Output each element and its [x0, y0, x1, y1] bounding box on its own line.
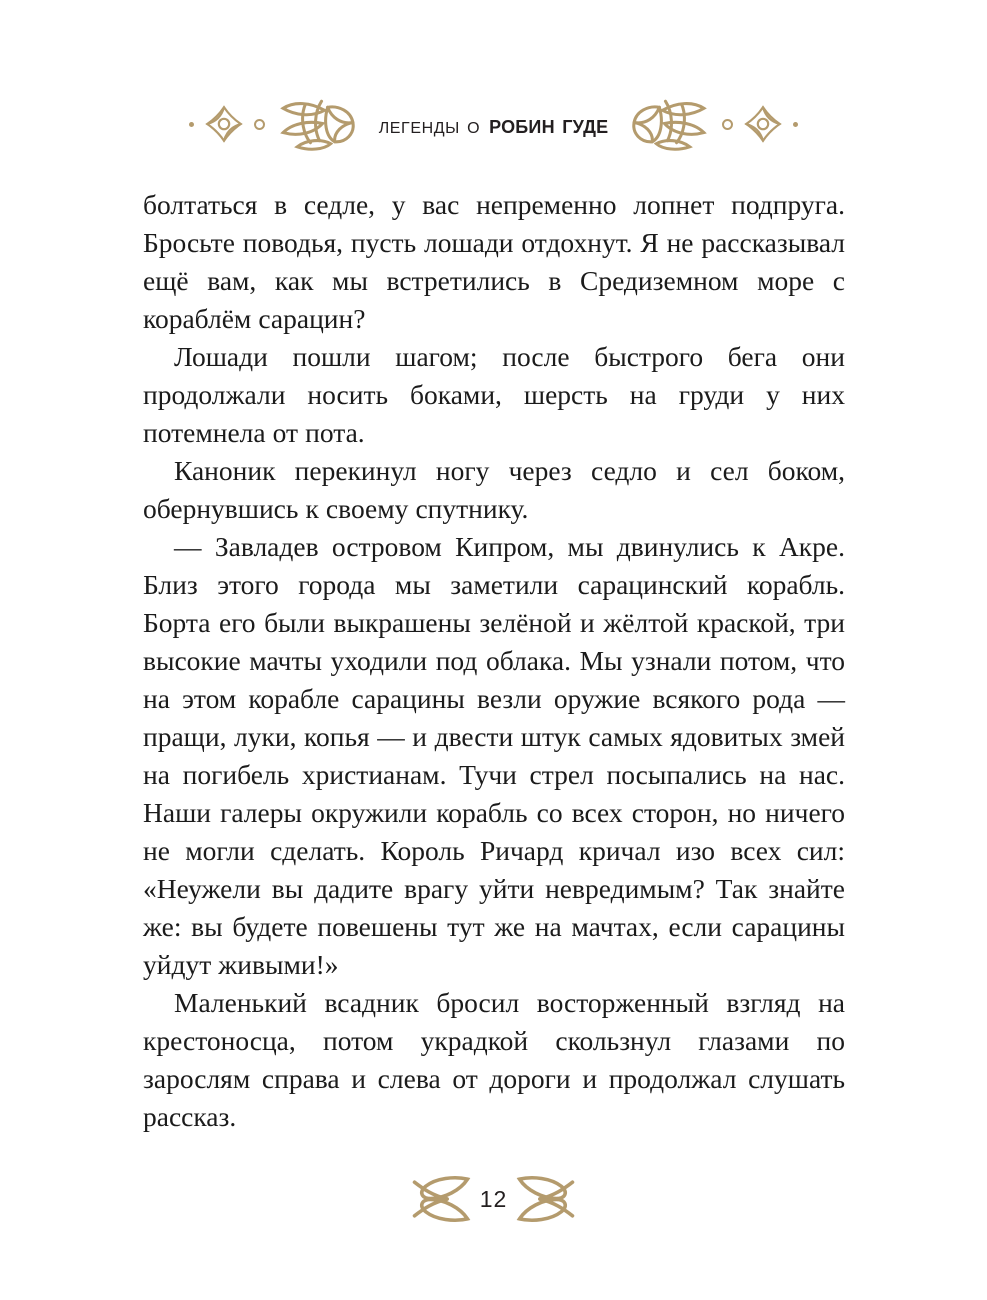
paragraph: болтаться в седле, у вас непременно лопнет подпруга. Бросьте поводья, пусть лошади отдохнут. Я не рассказывал ещё вам, как мы встретились в Средиземном море с кораблём сарацин?	[143, 189, 845, 334]
ring-icon	[722, 119, 733, 130]
running-head-light-text: легенды о	[378, 111, 481, 138]
paragraph: Маленький всадник бросил восторженный взгляд на крестоносца, потом украдкой скользнул глазами по зарослям справа и слева от дороги и продолжал слушать рассказ.	[143, 987, 845, 1132]
celtic-leaf-knot-icon	[626, 96, 712, 152]
body-text-column	[143, 186, 845, 1136]
running-head-bold-text: робин гуде	[489, 108, 609, 139]
page-title	[361, 109, 627, 140]
butterfly-leaf-ornament-icon	[515, 1172, 577, 1226]
dot-icon	[793, 122, 798, 127]
ring-icon	[254, 119, 265, 130]
dot-icon	[189, 122, 194, 127]
page-footer	[0, 1172, 987, 1226]
paragraph: Каноник перекинул ногу через седло и сел боком, обернувшись к своему спутнику.	[143, 455, 845, 524]
four-point-celtic-knot-icon	[204, 104, 244, 144]
running-head	[0, 96, 987, 152]
celtic-leaf-knot-icon	[275, 96, 361, 152]
paragraph: — Завладев островом Кипром, мы двинулись к Акре. Близ этого города мы заметили сарацинский корабль. Борта его были выкрашены зелёной и жёлтой краской, три высокие мачты уходили под облака. Мы узнали потом, что на этом корабле сарацины везли оружие всякого рода — пращи, луки, копья — и двести штук самых ядовитых змей на погибель христианам. Тучи стрел посыпались на нас. Наши галеры окружили корабль со всех сторон, но ничего не могли сделать. Король Ричард кричал изо всех сил: «Неужели вы дадите врагу уйти невредимым? Так знайте же: вы будете повешены тут же на мачтах, если сарацины уйдут живыми!»	[143, 531, 845, 980]
four-point-celtic-knot-icon	[743, 104, 783, 144]
header-ornament-right	[626, 96, 798, 152]
paragraph: Лошади пошли шагом; после быстрого бега они продолжали носить боками, шерсть на груди у них потемнела от пота.	[143, 341, 845, 448]
page-number: 12	[479, 1185, 508, 1212]
header-ornament-left	[189, 96, 361, 152]
butterfly-leaf-ornament-icon	[410, 1172, 472, 1226]
